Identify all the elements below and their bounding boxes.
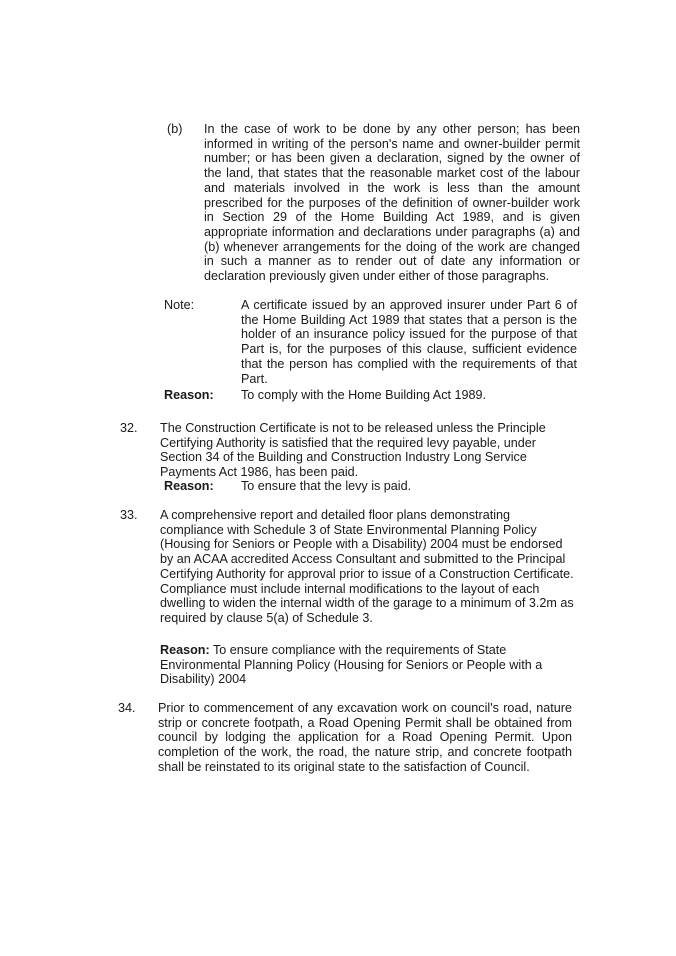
reason-33-label: Reason: bbox=[160, 643, 210, 657]
condition-34-text: Prior to commencement of any excavation work on council's road, nature strip or concrete footpath, a Road Opening Permit shall be obtained from council by lodging the application for a Road Opening Permit. Upon completion of the work, the road, the nature strip, and concrete footpath shall be reinstated to its original state to the satisfaction of Council. bbox=[158, 701, 572, 774]
condition-32-text: The Construction Certificate is not to be released unless the Principle Certifying Authority is satisfied that the required levy payable, under Section 34 of the Building and Construction Industry Long Service Payments Act 1986, has been paid. bbox=[160, 421, 546, 480]
condition-33-text: A comprehensive report and detailed floor plans demonstrating compliance with Schedule 3 of State Environmental Planning Policy (Housing for Seniors or People with a Disability) 2004 must be endorsed by an ACAA accredited Access Consultant and submitted to the Principal Certifying Authority for approval prior to issue of a Construction Certificate. Compliance must include internal modifications to the layout of each dwelling to widen the internal width of the garage to a minimum of 3.2m as required by clause 5(a) of Schedule 3. bbox=[160, 508, 574, 625]
reason-31-text: To comply with the Home Building Act 1989. bbox=[241, 388, 487, 402]
reason-31-label: Reason: bbox=[164, 388, 214, 402]
reason-32-text: To ensure that the levy is paid. bbox=[241, 479, 412, 493]
reason-32-label: Reason: bbox=[164, 479, 214, 493]
condition-32-number: 32. bbox=[120, 421, 138, 435]
condition-34-number: 34. bbox=[118, 701, 136, 715]
reason-33 bbox=[160, 643, 576, 687]
paragraph-b-label: (b) bbox=[167, 122, 183, 136]
note-text: A certificate issued by an approved insurer under Part 6 of the Home Building Act 1989 that states that a person is the holder of an insurance policy issued for the purpose of that Part is, for the purposes of this clause, sufficient evidence that the person has complied with the requirements of that Part. bbox=[241, 298, 577, 386]
condition-33-number: 33. bbox=[120, 508, 138, 522]
note-label: Note: bbox=[164, 298, 195, 312]
reason-33-text: To ensure compliance with the requirements of State Environmental Planning Policy (Housing for Seniors or People with a Disability) 2004 bbox=[160, 643, 543, 687]
paragraph-b-text: In the case of work to be done by any other person; has been informed in writing of the person's name and owner-builder permit number; or has been given a declaration, signed by the owner of the land, that states that the reasonable market cost of the labour and materials involved in the work is less than the amount prescribed for the purposes of the definition of owner-builder work in Section 29 of the Home Building Act 1989, and is given appropriate information and declarations under paragraphs (a) and (b) whenever arrangements for the doing of the work are changed in such a manner as to render out of date any information or declaration previously given under either of those paragraphs. bbox=[204, 122, 580, 284]
